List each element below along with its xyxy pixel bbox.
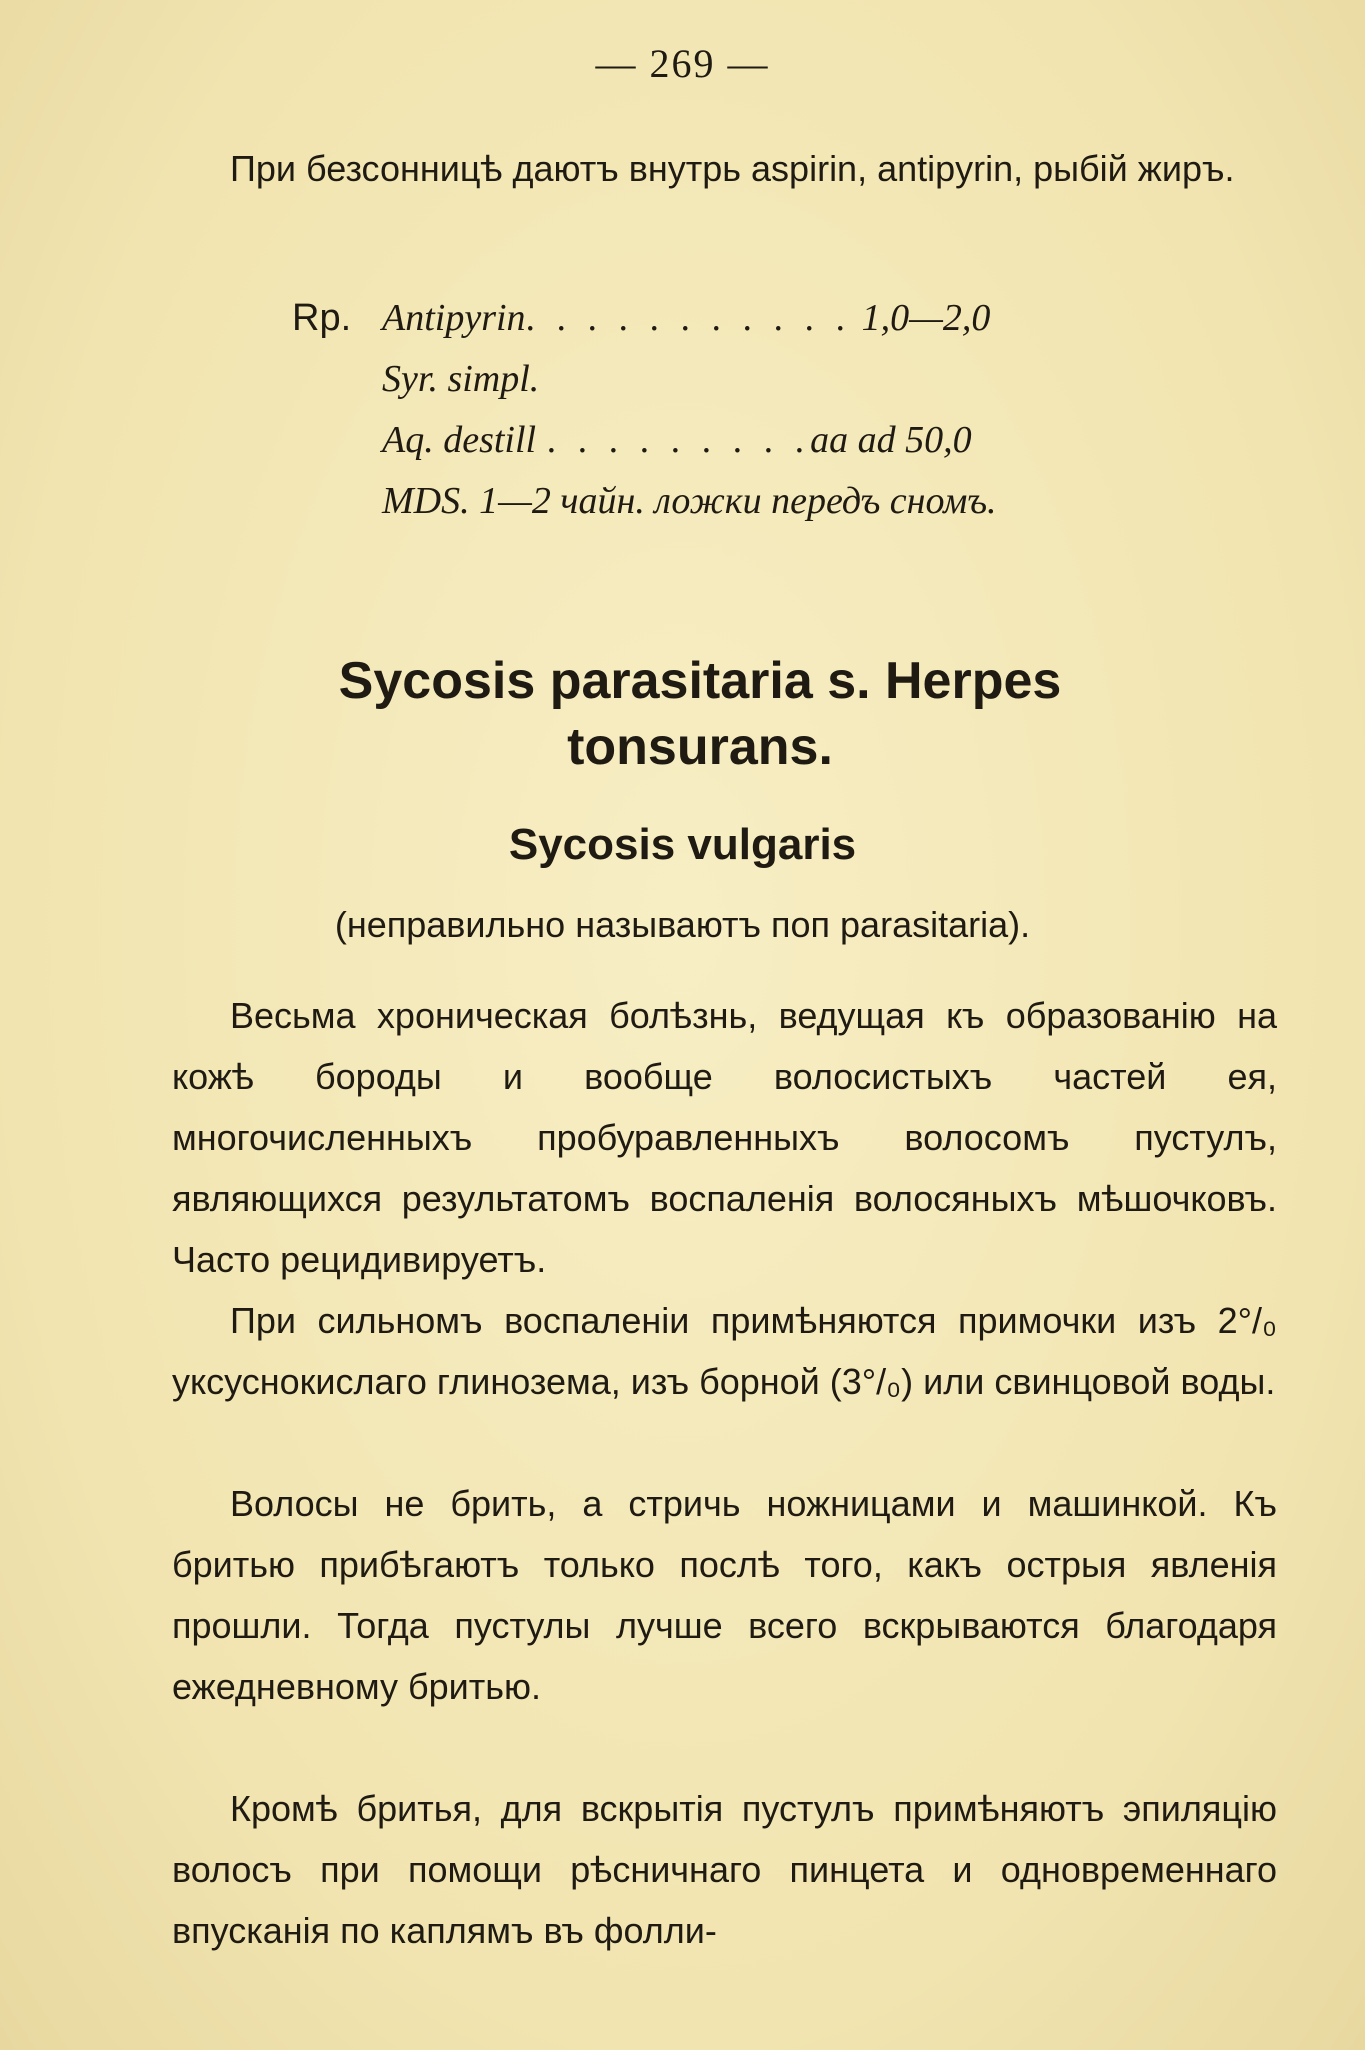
prescription-line-2 <box>292 349 997 410</box>
body-paragraph: Весьма хроническая болѣзнь, ведущая къ образованію на кожѣ бороды и вообще волосистыхъ частей ея, многочисленныхъ пробуравленныхъ волосомъ пустулъ, являющихся результатомъ воспаленія волосяныхъ мѣшочковъ. Часто рецидивируетъ. <box>172 995 1277 1280</box>
ingredient-amount: 1,0—2,0 <box>861 297 991 339</box>
rp-label: Rp. <box>292 297 352 339</box>
dot-leader: . . . . . . . . . . . <box>525 297 852 339</box>
ingredient-name: Syr. simpl. <box>382 358 540 400</box>
body-paragraph: Кромѣ бритья, для вскрытія пустулъ примѣняютъ эпиляцію волосъ при помощи рѣсничнаго пинцета и одновременнаго впусканія по каплямъ въ фолли- <box>172 1788 1277 1951</box>
intro-paragraph: При безсонницѣ даютъ внутрь aspirin, antipyrin, рыбій жиръ. <box>230 148 1235 189</box>
ingredient-name: Aq. destill <box>382 419 537 461</box>
page-number: — 269 — <box>595 41 770 86</box>
subheading-note: (неправильно называютъ поп parasitaria). <box>334 904 1031 945</box>
ingredient-amount: aa ad 50,0 <box>810 419 972 461</box>
prescription-line-3 <box>292 410 997 471</box>
section-subheading: Sycosis vulgaris <box>508 820 857 869</box>
body-paragraph: При сильномъ воспаленіи примѣняются примочки изъ 2°/₀ уксуснокислаго глинозема, изъ борной (3°/₀) или свинцовой воды. <box>172 1300 1277 1402</box>
body-paragraph: Волосы не брить, а стричь ножницами и машинкой. Къ бритью прибѣгаютъ только послѣ того, какъ острыя явленія прошли. Тогда пустулы лучше всего вскрываются благодаря ежедневному бритью. <box>172 1483 1277 1707</box>
prescription-line-1 <box>292 288 997 349</box>
dosage-instructions: MDS. 1—2 чайн. ложки передъ сномъ. <box>382 480 997 522</box>
dot-leader: . . . . . . . . . <box>546 419 811 461</box>
prescription <box>292 288 997 532</box>
prescription-line-4 <box>292 471 997 532</box>
section-heading: Sycosis parasitaria s. Herpes tonsurans. <box>338 652 1062 776</box>
ingredient-name: Antipyrin <box>382 297 526 339</box>
